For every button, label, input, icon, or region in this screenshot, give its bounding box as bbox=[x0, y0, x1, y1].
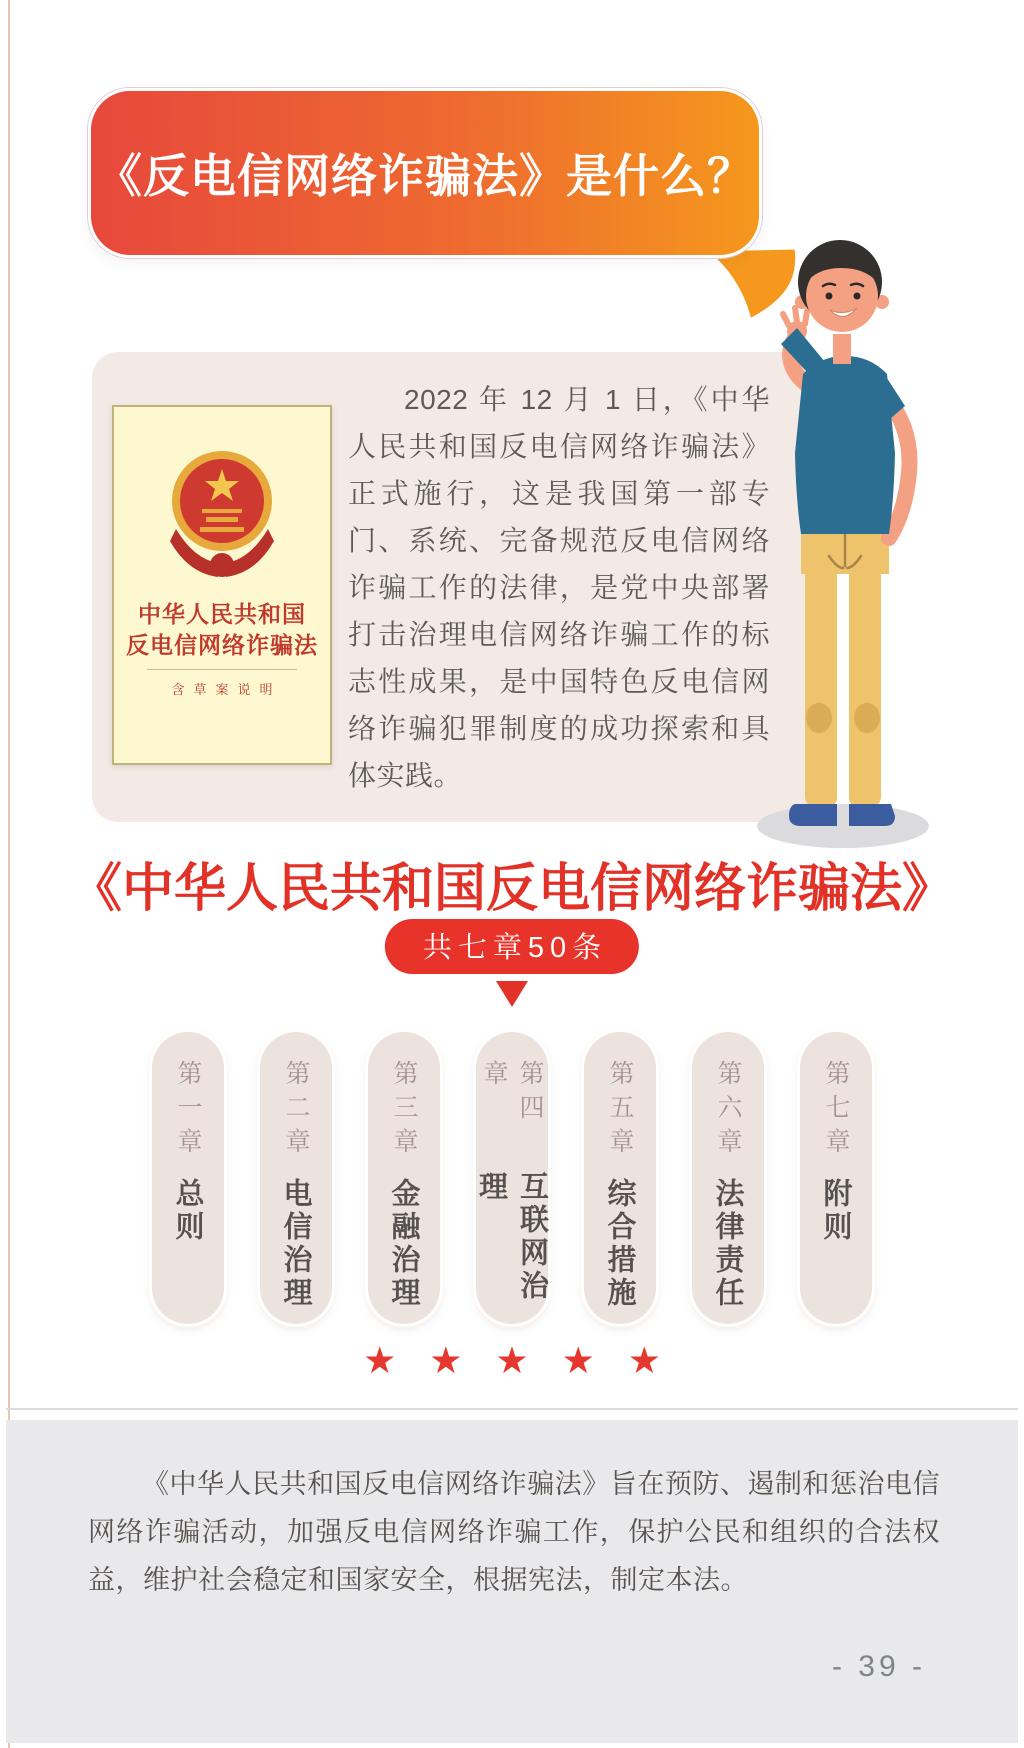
chapter-number: 第三章 bbox=[390, 1060, 418, 1162]
chapter-title: 综合措施 bbox=[603, 1178, 636, 1310]
chapter-number: 第四章 bbox=[480, 1060, 544, 1128]
down-triangle-icon bbox=[496, 981, 528, 1007]
chapter-number: 第七章 bbox=[822, 1060, 850, 1162]
book-title bbox=[114, 599, 330, 661]
law-purpose-paragraph: 《中华人民共和国反电信网络诈骗法》旨在预防、遏制和惩治电信网络诈骗活动，加强反电信网络诈骗工作，保护公民和组织的合法权益，维护社会稳定和国家安全，根据宪法，制定本法。 bbox=[88, 1469, 940, 1595]
star-icon: ★ bbox=[627, 1340, 661, 1381]
chapter-title: 互联网治理 bbox=[475, 1170, 548, 1303]
chapter-list bbox=[0, 1032, 1024, 1324]
chapter-number: 第一章 bbox=[174, 1060, 202, 1162]
intro-paragraph: 2022 年 12 月 1 日，《中华人民共和国反电信网络诈骗法》正式施行，这是我国第一部专门、系统、完备规范反电信网络诈骗工作的法律，是党中央部署打击治理电信网络诈骗工作的标志性成果，是中国特色反电信网络诈骗犯罪制度的成功探索和具体实践。 bbox=[348, 384, 770, 791]
book-divider bbox=[147, 669, 297, 670]
chapter-title: 法律责任 bbox=[711, 1178, 744, 1310]
chapter-number: 第六章 bbox=[714, 1060, 742, 1162]
man-shadow bbox=[757, 804, 929, 848]
book-subtitle: 含草案说明 bbox=[171, 682, 282, 697]
book-title-line1: 中华人民共和国 bbox=[138, 602, 306, 627]
chapter-title: 总则 bbox=[171, 1178, 204, 1244]
title-bubble-text: 《反电信网络诈骗法》是什么？ bbox=[96, 151, 754, 202]
chapter-count-badge: 共七章50条 bbox=[385, 919, 639, 974]
chapter-title: 电信治理 bbox=[279, 1178, 312, 1310]
law-title: 《中华人民共和国反电信网络诈骗法》 bbox=[69, 861, 954, 918]
stars-row bbox=[0, 1342, 1024, 1379]
chapter-title: 附则 bbox=[819, 1178, 852, 1244]
star-icon: ★ bbox=[363, 1340, 397, 1381]
star-icon: ★ bbox=[495, 1340, 529, 1381]
chapter-pill bbox=[476, 1032, 548, 1324]
chapter-pill bbox=[584, 1032, 656, 1324]
national-emblem-icon bbox=[162, 443, 282, 583]
footer-section bbox=[6, 1420, 1018, 1743]
book-title-line2: 反电信网络诈骗法 bbox=[126, 633, 318, 658]
law-book-cover bbox=[112, 405, 332, 765]
chapter-pill bbox=[800, 1032, 872, 1324]
chapter-title: 金融治理 bbox=[387, 1178, 420, 1310]
star-icon: ★ bbox=[561, 1340, 595, 1381]
chapter-pill bbox=[368, 1032, 440, 1324]
star-icon: ★ bbox=[429, 1340, 463, 1381]
chapter-pill bbox=[260, 1032, 332, 1324]
page-number: - 39 - bbox=[831, 1650, 926, 1683]
man-illustration bbox=[745, 238, 945, 852]
chapter-number: 第五章 bbox=[606, 1060, 634, 1162]
intro-card bbox=[92, 352, 822, 822]
footer-top-rule bbox=[6, 1408, 1018, 1410]
chapter-pill bbox=[152, 1032, 224, 1324]
title-bubble bbox=[88, 88, 762, 258]
chapter-pill bbox=[692, 1032, 764, 1324]
chapter-number: 第二章 bbox=[282, 1060, 310, 1162]
